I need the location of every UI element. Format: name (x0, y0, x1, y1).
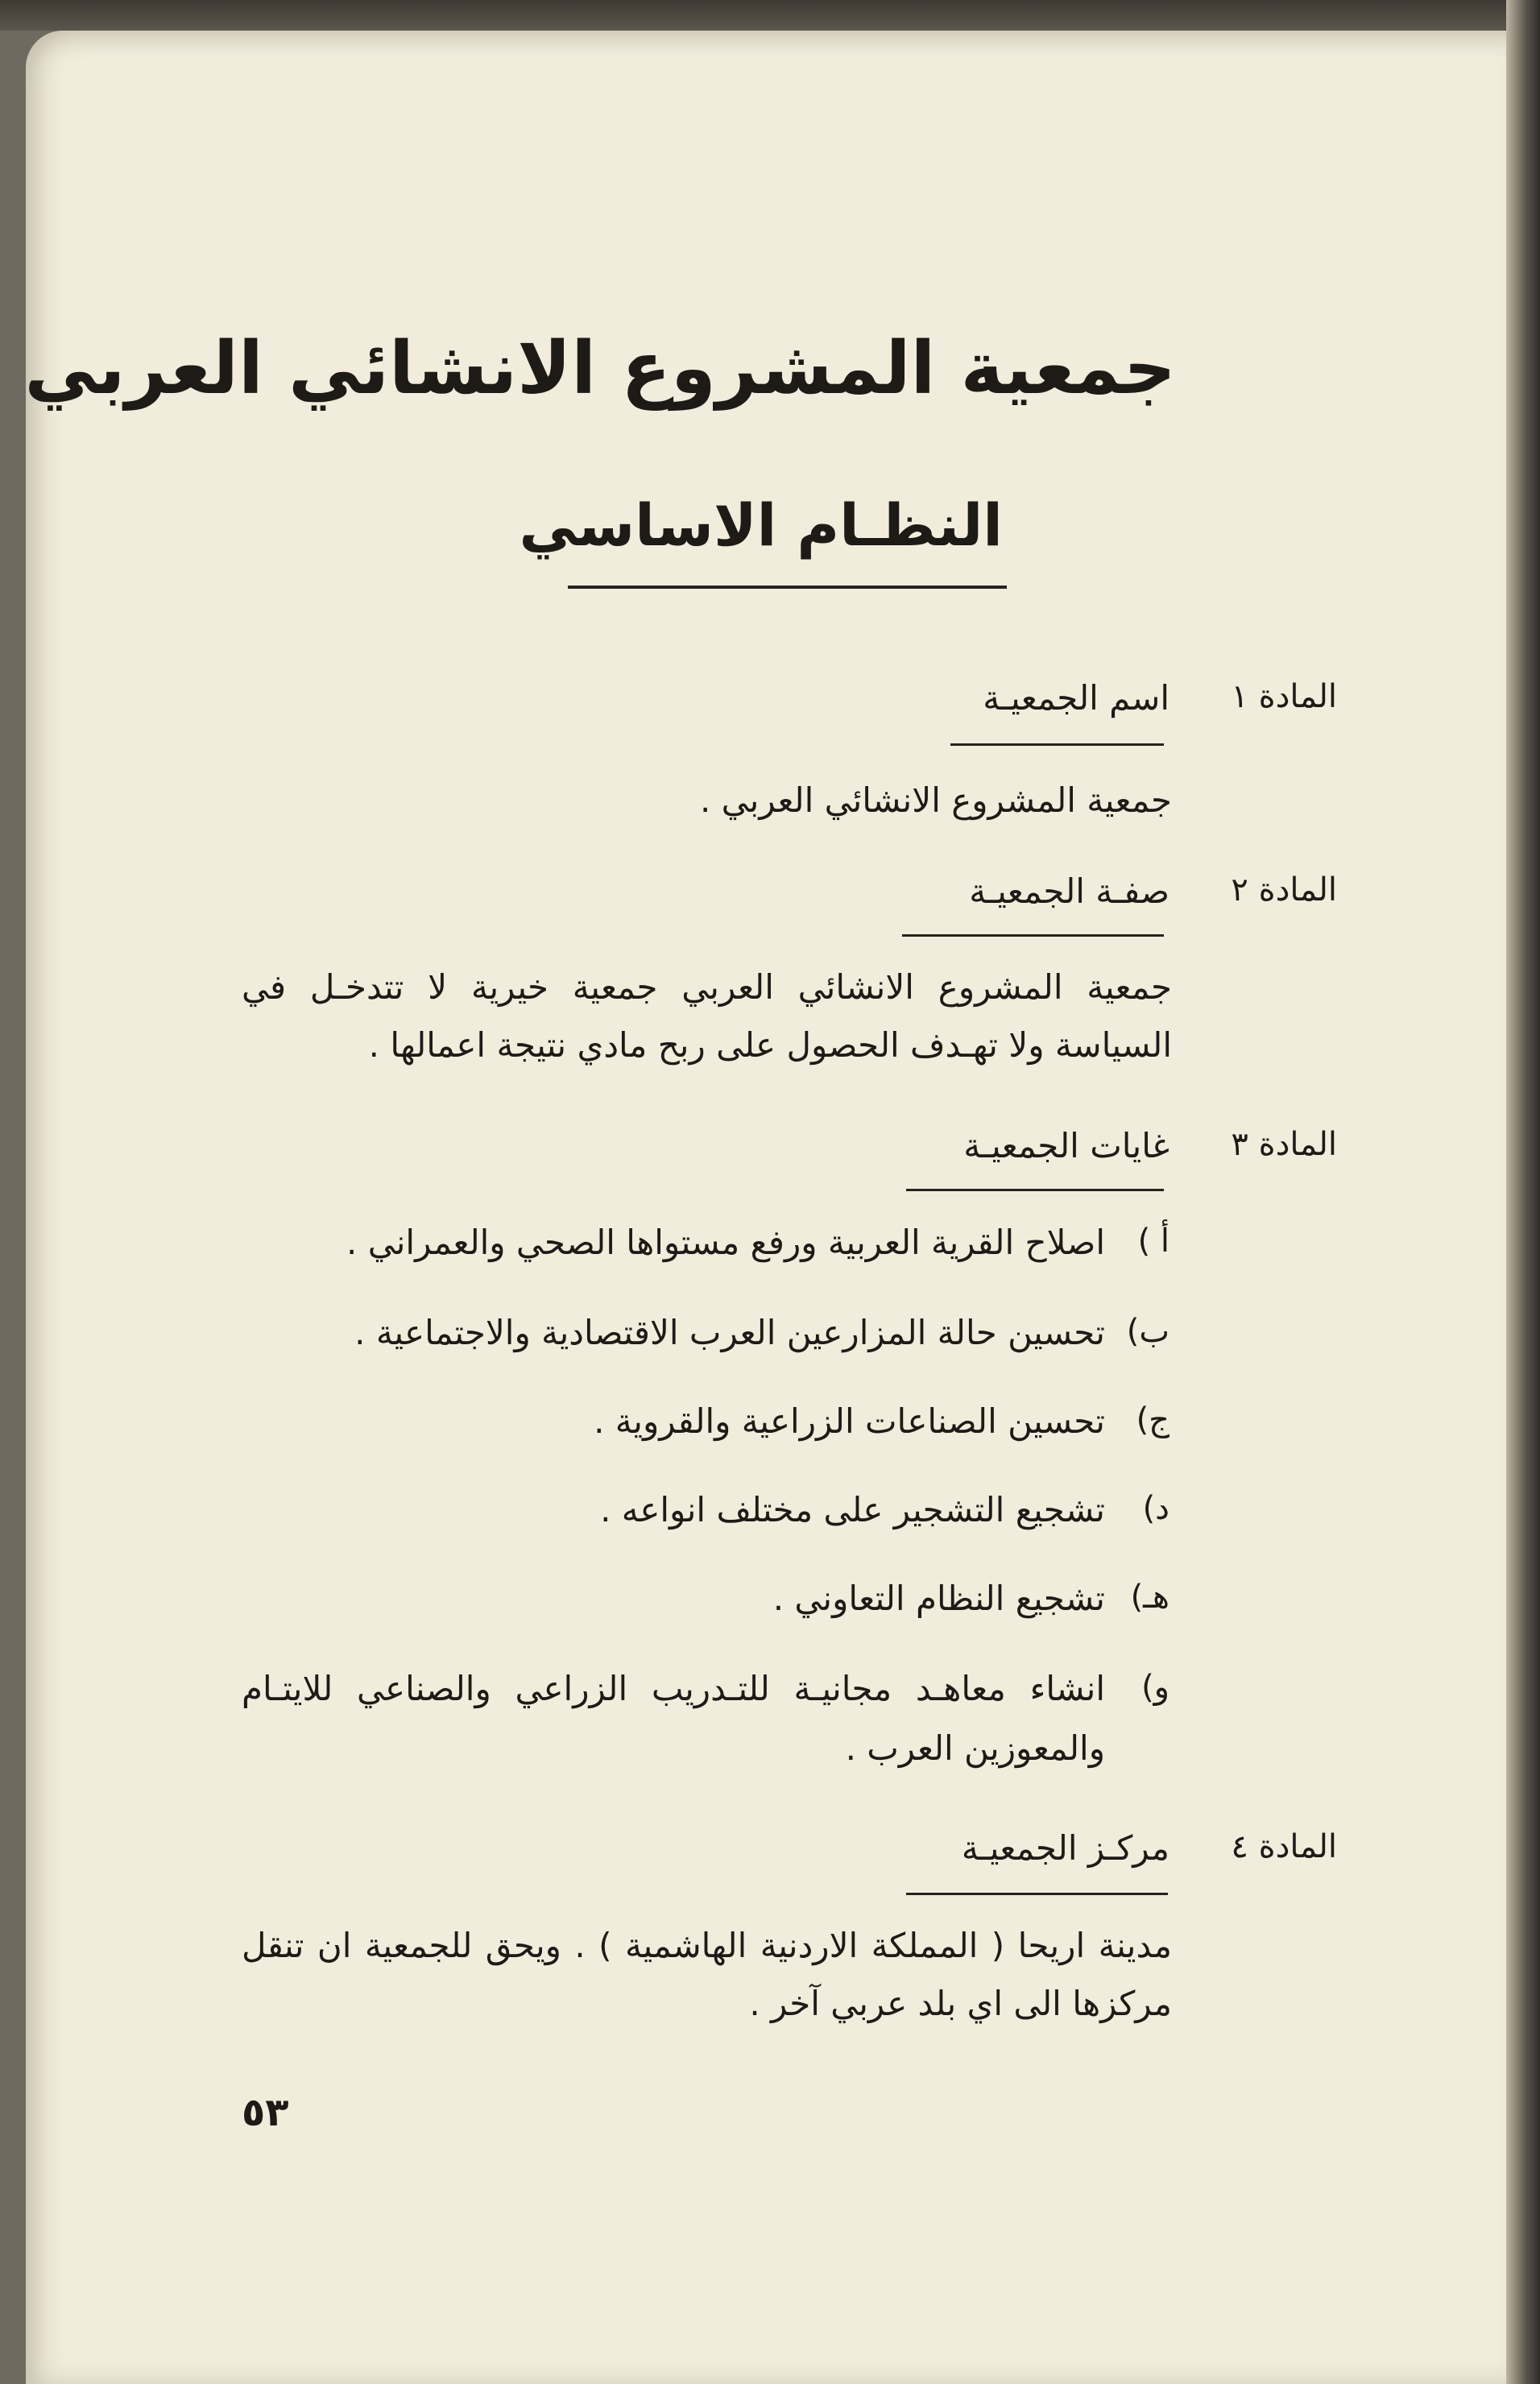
article-2-number: المادة ٢ (1231, 871, 1337, 908)
article-1-number: المادة ١ (1231, 678, 1337, 715)
goal-c-text: تحسين الصناعات الزراعية والقروية . (594, 1401, 1105, 1441)
scan-top-edge (0, 0, 1540, 31)
article-2-text: جمعية المشروع الانشائي العربي جمعية خيرية لا تتدخـل في السياسة ولا تهـدف الحصول على ربح مادي نتيجة اعمالها . (242, 967, 1172, 1065)
goal-e-text: تشجيع النظام التعاوني . (772, 1579, 1105, 1618)
article-2-title-underline (902, 934, 1164, 937)
article-1-text: جمعية المشروع الانشائي العربي . (699, 780, 1172, 820)
article-1-title: اسم الجمعيـة (983, 678, 1169, 718)
goal-d-text: تشجيع التشجير على مختلف انواعه . (600, 1490, 1105, 1529)
book-spine-edge (1506, 0, 1540, 2384)
goal-f-marker: و) (1141, 1669, 1169, 1706)
document-title: جمعية المشروع الانشائي العربي (24, 326, 1176, 411)
goal-b-marker: ب) (1126, 1313, 1169, 1350)
goal-e-marker: هـ) (1130, 1579, 1169, 1616)
article-4-title-underline (906, 1893, 1168, 1895)
goal-c-marker: ج) (1136, 1401, 1169, 1438)
article-4-title: مركـز الجمعيـة (961, 1828, 1169, 1868)
document-subtitle: النظـام الاساسي (519, 491, 1003, 559)
goal-a-marker: أ ) (1137, 1223, 1169, 1260)
goal-f-text: انشاء معاهـد مجانيـة للتـدريب الزراعي والصناعي للايتـام والمعوزين العرب . (242, 1669, 1105, 1768)
goal-d-marker: د) (1142, 1490, 1169, 1527)
article-3-title-underline (906, 1189, 1164, 1191)
article-4-text: مدينة اريحا ( المملكة الاردنية الهاشمية ) . ويحق للجمعية ان تنقل مركزها الى اي بلد عربي آخر . (242, 1926, 1172, 2023)
article-1-title-underline (950, 743, 1164, 746)
article-2-title: صفـة الجمعيـة (969, 871, 1169, 911)
article-4-number: المادة ٤ (1231, 1828, 1337, 1865)
goal-a-text: اصلاح القرية العربية ورفع مستواها الصحي والعمراني . (346, 1223, 1105, 1262)
goal-b-text: تحسين حالة المزارعين العرب الاقتصادية والاجتماعية . (354, 1313, 1105, 1352)
article-3-number: المادة ٣ (1231, 1126, 1337, 1163)
page-number: ٥٣ (242, 2090, 289, 2135)
article-3-title: غايات الجمعيـة (963, 1126, 1169, 1165)
subtitle-underline (568, 586, 1007, 589)
